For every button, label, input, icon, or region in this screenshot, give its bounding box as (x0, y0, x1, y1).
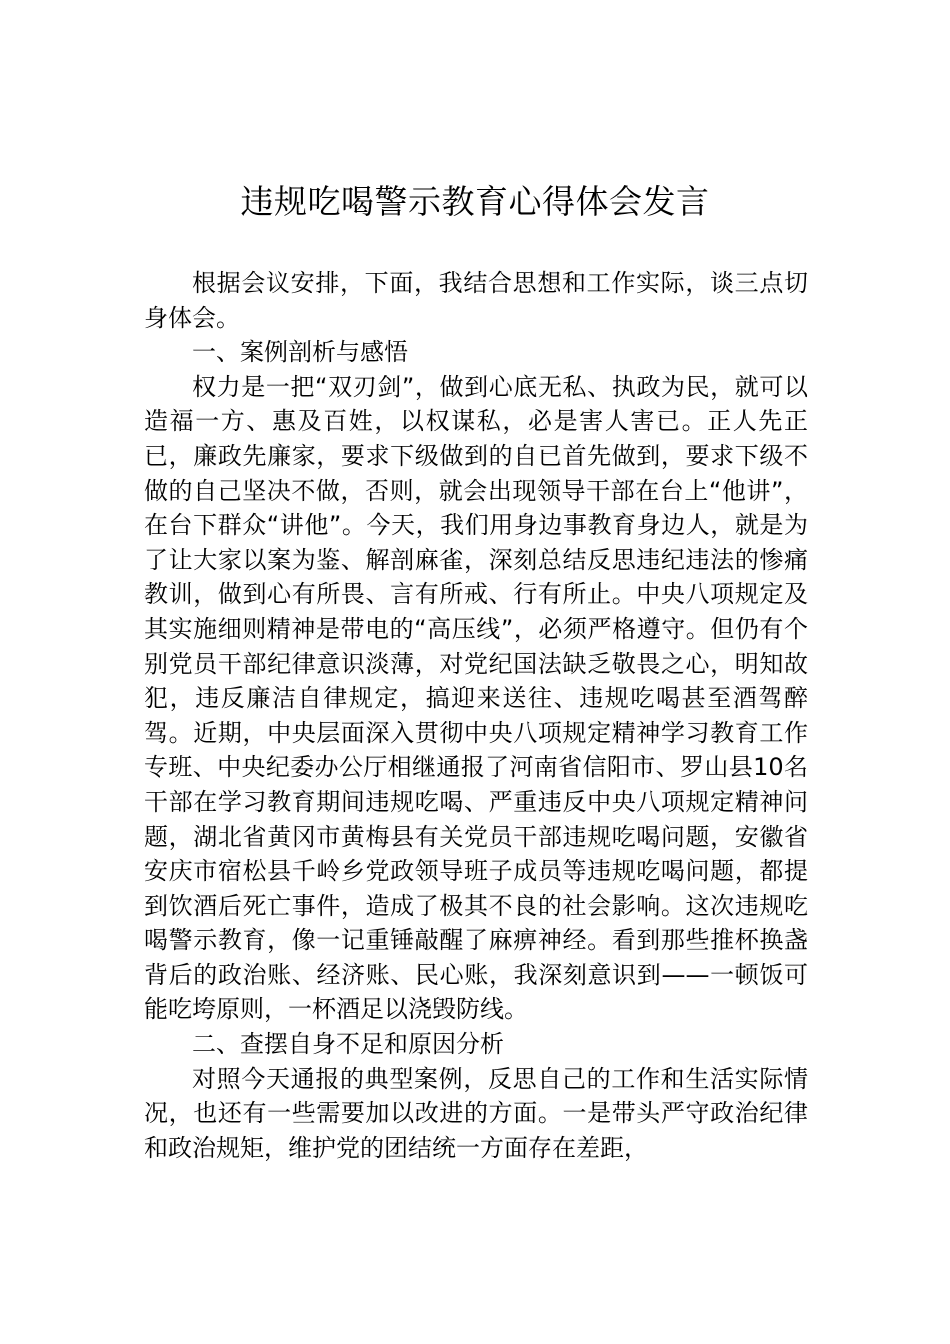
document-title: 违规吃喝警示教育心得体会发言 (240, 182, 710, 221)
document-body (144, 266, 808, 1165)
section-heading-1: 一、案例剖析与感悟 (192, 338, 408, 367)
section-paragraph-1: 权力是一把“双刃剑”，做到心底无私、执政为民，就可以造福一方、惠及百姓，以权谋私，必是害人害已。正人先正已，廉政先廉家，要求下级做到的自已首先做到，要求下级不做的自己坚决不做，否则，就会出现领导干部在台上“他讲”，在台下群众“讲他”。今天，我们用身边事教育身边人，就是为了让大家以案为鉴、解剖麻雀，深刻总结反思违纪违法的惨痛教训，做到心有所畏、言有所戒、行有所止。中央八项规定及其实施细则精神是带电的“高压线”，必须严格遵守。但仍有个别党员干部纪律意识淡薄，对党纪国法缺乏敬畏之心，明知故犯，违反廉洁自律规定，搞迎来送往、违规吃喝甚至酒驾醉驾。近期，中央层面深入贯彻中央八项规定精神学习教育工作专班、中央纪委办公厅相继通报了河南省信阳市、罗山县10名干部在学习教育期间违规吃喝、严重违反中央八项规定精神问题，湖北省黄冈市黄梅县有关党员干部违规吃喝问题，安徽省安庆市宿松县千岭乡党政领导班子成员等违规吃喝问题，都提到饮酒后死亡事件，造成了极其不良的社会影响。这次违规吃喝警示教育，像一记重锤敲醒了麻痹神经。看到那些推杯换盏背后的政治账、经济账、民心账，我深刻意识到——一顿饭可能吃垮原则，一杯酒足以浇毁防线。 (144, 372, 808, 1024)
section-heading-2: 二、查摆自身不足和原因分析 (192, 1030, 504, 1059)
intro-paragraph: 根据会议安排，下面，我结合思想和工作实际，谈三点切身体会。 (144, 269, 808, 332)
section-paragraph-2: 对照今天通报的典型案例，反思自己的工作和生活实际情况，也还有一些需要加以改进的方面。一是带头严守政治纪律和政治规矩，维护党的团结统一方面存在差距， (144, 1064, 808, 1162)
